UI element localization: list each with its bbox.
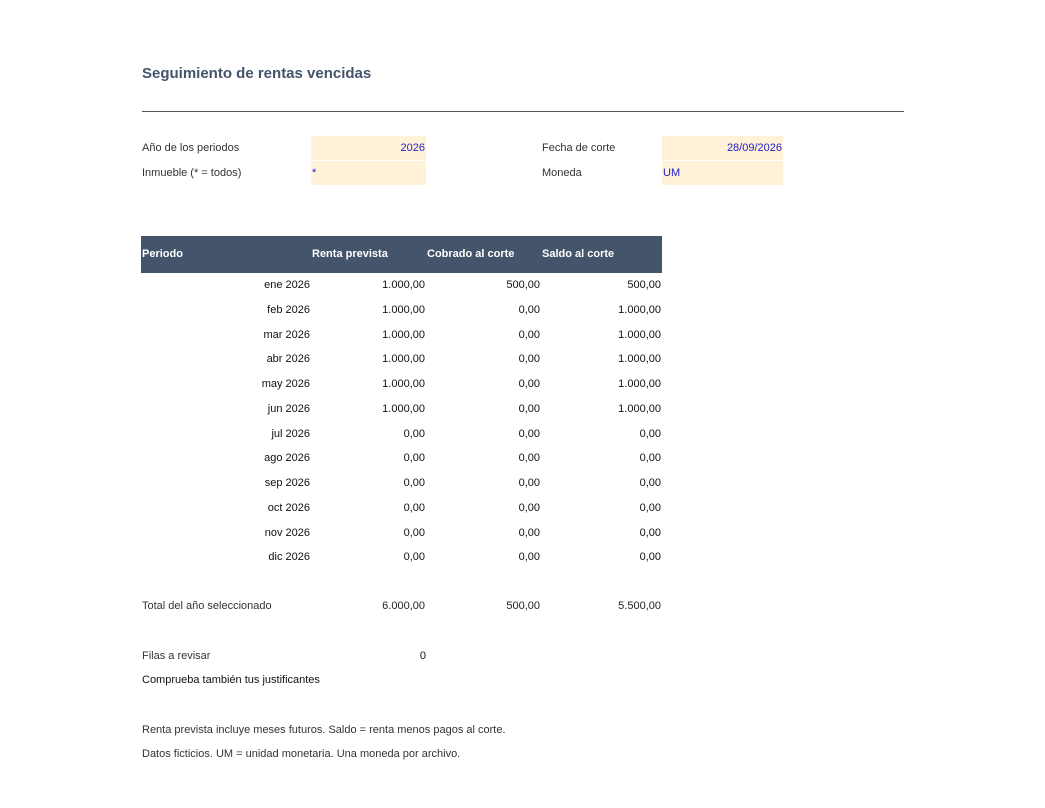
cell-periodo: oct 2026 <box>267 501 310 514</box>
cell-cobrado-al-corte: 0,00 <box>518 452 540 465</box>
table-row <box>141 323 662 348</box>
table-row <box>141 273 662 298</box>
totals-label: Total del año seleccionado <box>142 600 272 612</box>
cell-periodo: sep 2026 <box>264 477 310 489</box>
cell-renta-prevista: 1.000,00 <box>382 279 425 291</box>
cell-saldo-al-corte: 0,00 <box>639 427 661 440</box>
table-row <box>141 471 662 496</box>
cell-saldo-al-corte: 500,00 <box>627 279 661 291</box>
cell-renta-prevista: 0,00 <box>403 501 425 514</box>
table-row <box>141 372 662 397</box>
cell-periodo: may 2026 <box>261 378 310 390</box>
page-title: Seguimiento de rentas vencidas <box>142 65 372 82</box>
cell-saldo-al-corte: 0,00 <box>639 551 661 564</box>
cell-saldo-al-corte: 1.000,00 <box>618 402 661 415</box>
header-saldo-al-corte: Saldo al corte <box>542 248 615 260</box>
cell-renta-prevista: 1.000,00 <box>382 328 425 341</box>
cell-saldo-al-corte: 0,00 <box>639 477 661 489</box>
cell-saldo-al-corte: 1.000,00 <box>618 378 661 390</box>
cell-saldo-al-corte: 0,00 <box>639 526 661 539</box>
title-divider <box>142 111 904 112</box>
cell-cobrado-al-corte: 0,00 <box>518 353 540 366</box>
footnote-2: Datos ficticios. UM = unidad monetaria. Una moneda por archivo. <box>142 748 461 760</box>
cell-saldo-al-corte: 1.000,00 <box>618 303 661 316</box>
cell-periodo: jun 2026 <box>267 402 310 415</box>
cell-saldo-al-corte: 0,00 <box>639 501 661 514</box>
currency-label: Moneda <box>542 167 582 179</box>
currency-input[interactable]: UM <box>662 161 783 185</box>
cell-saldo-al-corte: 1.000,00 <box>618 328 661 341</box>
cell-periodo: mar 2026 <box>263 328 310 341</box>
cell-periodo: ene 2026 <box>264 279 310 291</box>
header-cobrado-al-corte: Cobrado al corte <box>427 248 515 260</box>
totals-row <box>141 594 662 618</box>
year-input[interactable]: 2026 <box>311 136 426 160</box>
table-body <box>141 273 662 570</box>
cell-renta-prevista: 1.000,00 <box>382 378 425 390</box>
cell-saldo-al-corte: 1.000,00 <box>618 353 661 366</box>
cell-cobrado-al-corte: 0,00 <box>518 328 540 341</box>
cell-periodo: dic 2026 <box>268 551 310 564</box>
property-input[interactable]: * <box>311 161 426 185</box>
cell-renta-prevista: 1.000,00 <box>382 402 425 415</box>
cell-cobrado-al-corte: 500,00 <box>506 279 540 291</box>
cell-renta-prevista: 1.000,00 <box>382 353 425 366</box>
cell-renta-prevista: 0,00 <box>403 477 425 489</box>
table-header <box>141 236 662 273</box>
table-row <box>141 496 662 521</box>
cell-saldo-al-corte: 0,00 <box>639 452 661 465</box>
cell-periodo: ago 2026 <box>264 452 310 465</box>
totals-saldo: 5.500,00 <box>618 600 661 612</box>
cell-cobrado-al-corte: 0,00 <box>518 303 540 316</box>
table-row <box>141 422 662 447</box>
cell-periodo: abr 2026 <box>266 353 310 366</box>
footnote-1: Renta prevista incluye meses futuros. Saldo = renta menos pagos al corte. <box>142 724 506 736</box>
table-row <box>141 446 662 471</box>
cell-cobrado-al-corte: 0,00 <box>518 402 540 415</box>
cutoff-date-label: Fecha de corte <box>542 142 616 154</box>
cell-renta-prevista: 0,00 <box>403 526 425 539</box>
cell-cobrado-al-corte: 0,00 <box>518 501 540 514</box>
review-label: Filas a revisar <box>142 650 211 662</box>
review-note: Comprueba también tus justificantes <box>142 674 320 686</box>
cell-renta-prevista: 0,00 <box>403 452 425 465</box>
year-label: Año de los periodos <box>142 142 240 154</box>
table-row <box>141 545 662 570</box>
cell-cobrado-al-corte: 0,00 <box>518 477 540 489</box>
table-row <box>141 347 662 372</box>
cell-cobrado-al-corte: 0,00 <box>518 427 540 440</box>
cell-periodo: feb 2026 <box>267 303 310 316</box>
table-row <box>141 298 662 323</box>
table-row <box>141 397 662 422</box>
cell-renta-prevista: 0,00 <box>403 427 425 440</box>
property-label: Inmueble (* = todos) <box>142 167 242 179</box>
review-value: 0 <box>419 650 426 662</box>
cell-cobrado-al-corte: 0,00 <box>518 526 540 539</box>
cell-periodo: jul 2026 <box>271 427 310 440</box>
cell-cobrado-al-corte: 0,00 <box>518 551 540 564</box>
cell-renta-prevista: 1.000,00 <box>382 303 425 316</box>
cell-periodo: nov 2026 <box>264 526 310 539</box>
header-renta-prevista: Renta prevista <box>312 248 388 260</box>
table-row <box>141 521 662 546</box>
cell-renta-prevista: 0,00 <box>403 551 425 564</box>
cutoff-date-input[interactable]: 28/09/2026 <box>662 136 783 160</box>
totals-cobrado: 500,00 <box>506 600 540 612</box>
totals-renta: 6.000,00 <box>382 600 425 612</box>
header-periodo: Periodo <box>142 248 183 260</box>
cell-cobrado-al-corte: 0,00 <box>518 378 540 390</box>
